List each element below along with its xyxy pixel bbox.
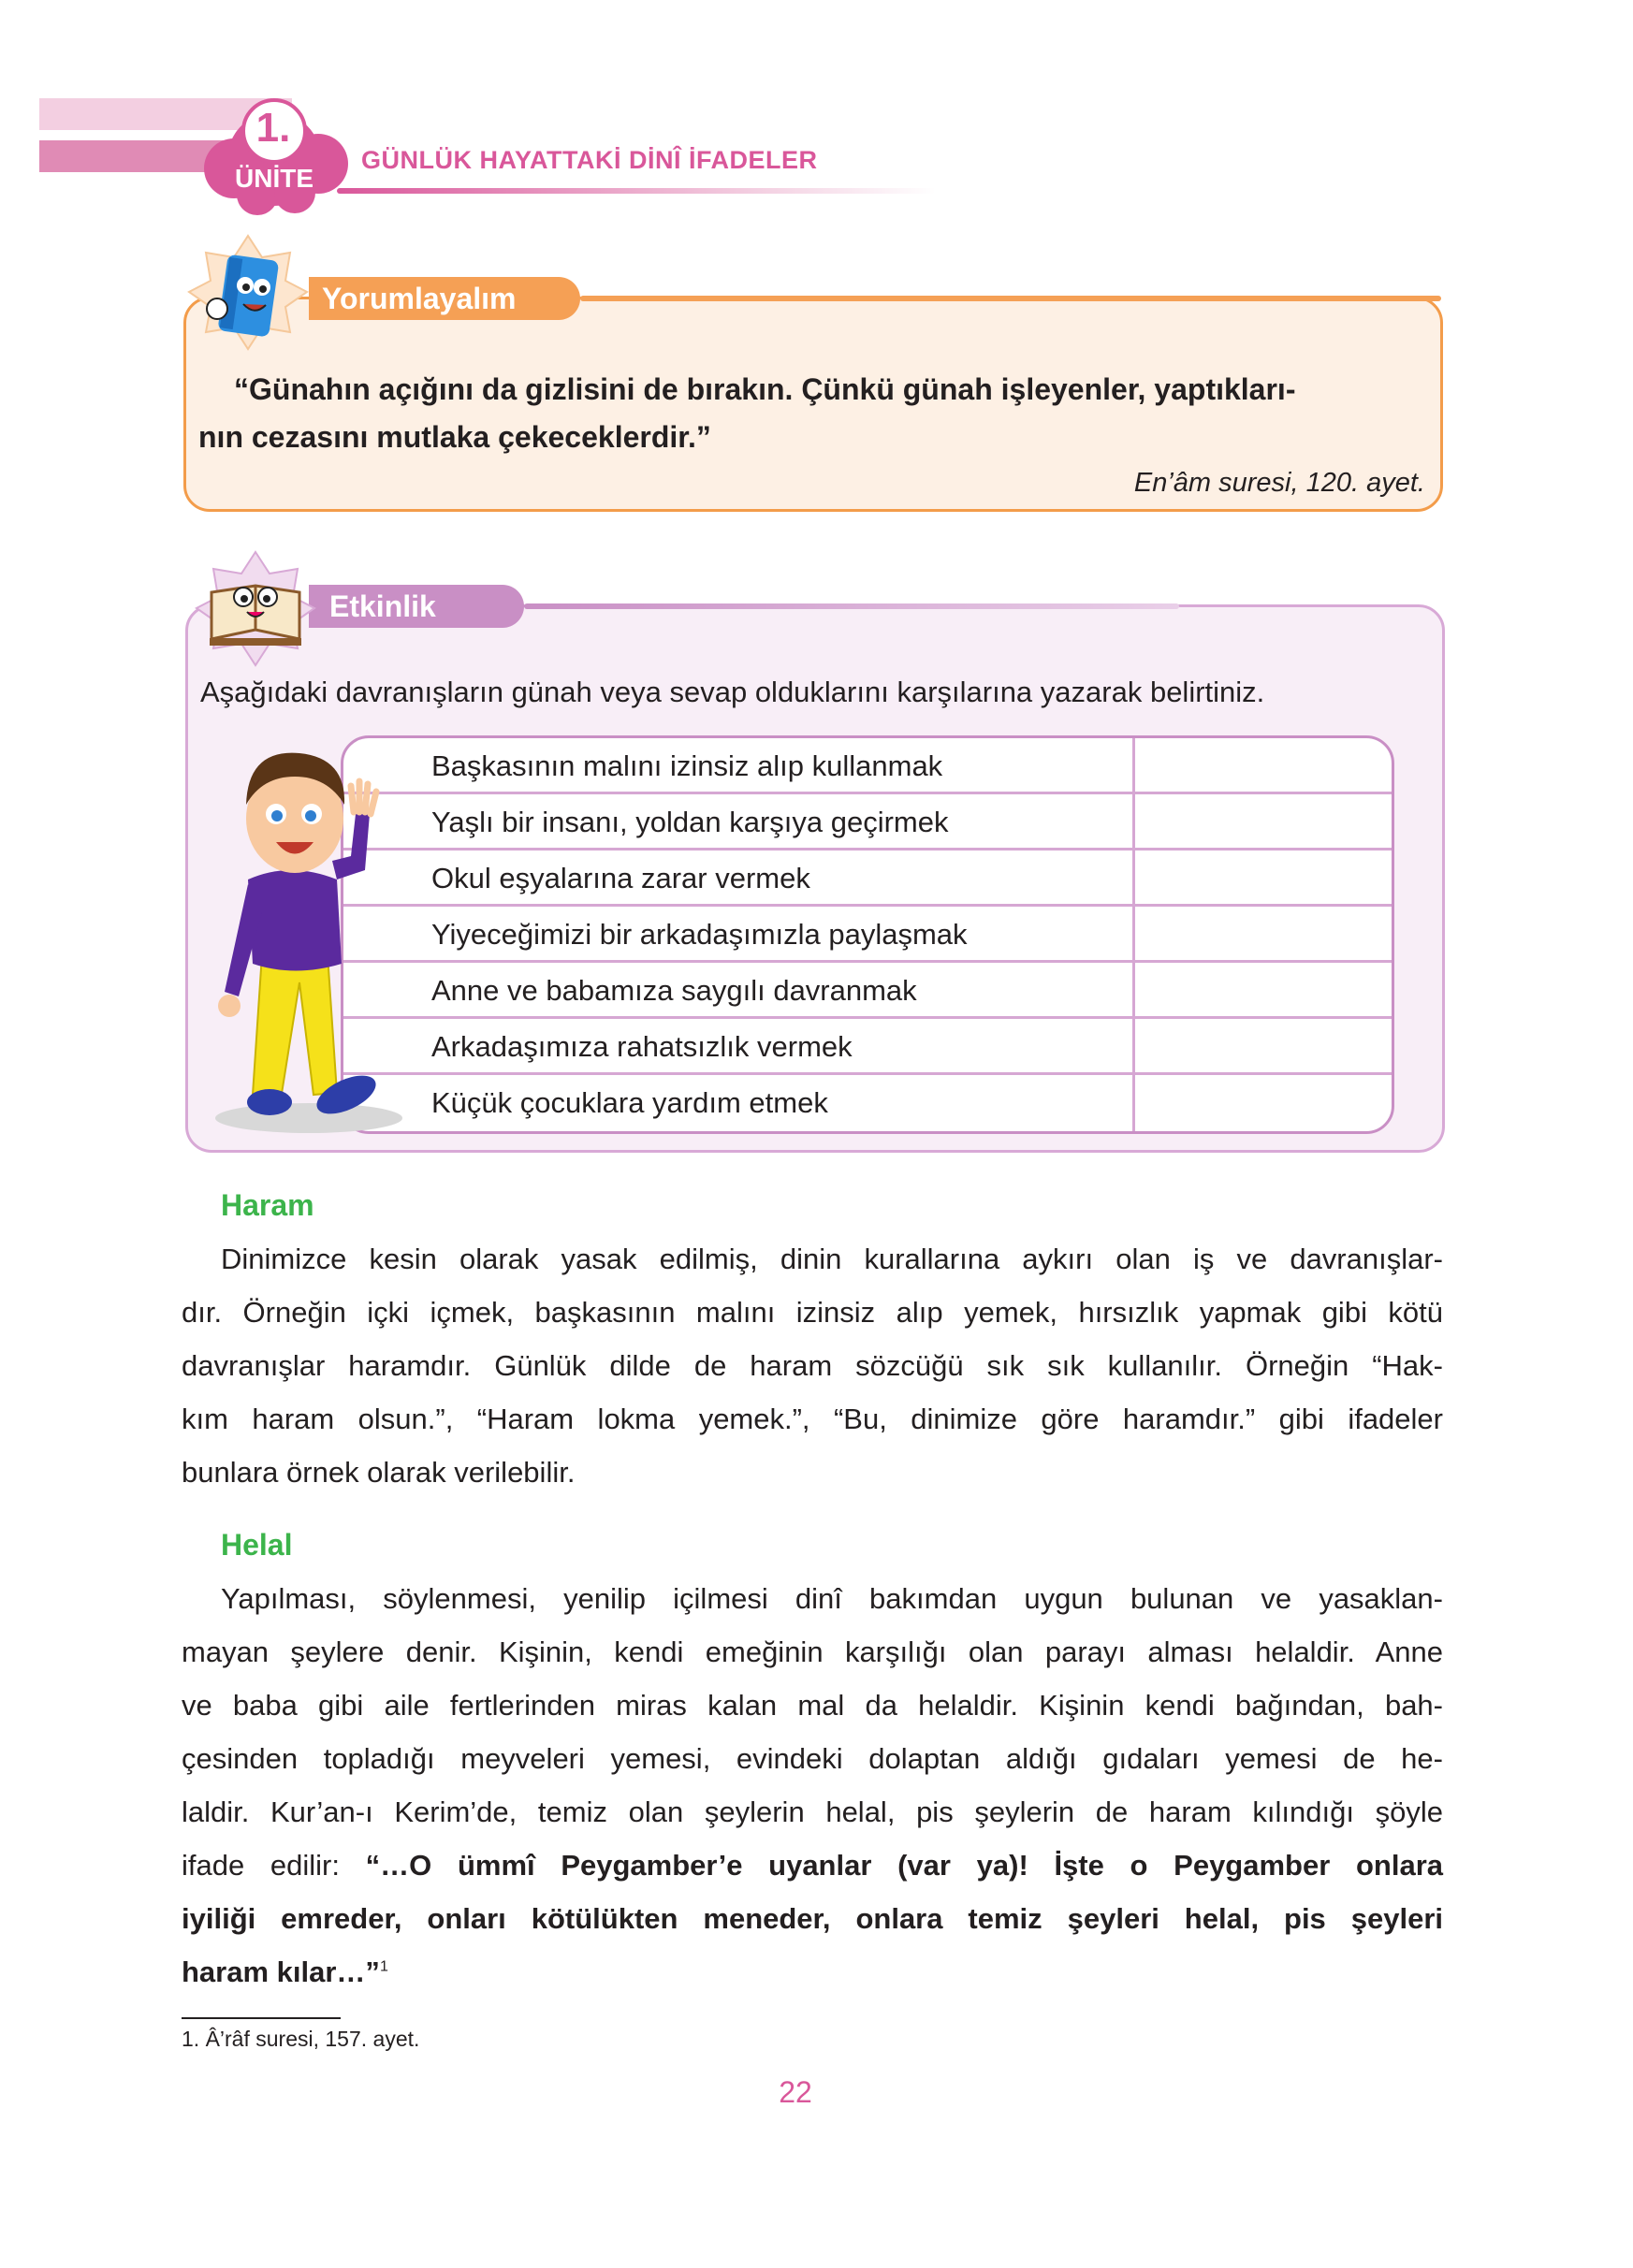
helal-line: ve baba gibi aile fertlerinden miras kalan mal da helaldir. Kişinin kendi bağından, bah- xyxy=(182,1689,1443,1722)
answer-cell[interactable] xyxy=(1132,907,1394,960)
behavior-table xyxy=(341,735,1394,1134)
table-row xyxy=(343,1019,1392,1075)
haram-line: kım haram olsun.”, “Haram lokma yemek.”, “Bu, dinimize göre haramdır.” gibi ifadeler xyxy=(182,1403,1443,1435)
table-row xyxy=(343,738,1392,794)
page-number: 22 xyxy=(779,2075,812,2109)
answer-cell[interactable] xyxy=(1132,1075,1394,1131)
helal-line xyxy=(182,1955,1443,1989)
helal-heading: Helal xyxy=(221,1528,293,1562)
behavior-label: Anne ve babamıza saygılı davranmak xyxy=(431,974,917,1007)
quote-line-2: nın cezasını mutlaka çekeceklerdir.” xyxy=(198,420,711,454)
helal-line: mayan şeylere denir. Kişinin, kendi emeğinin karşılığı olan parayı alması helaldir. Anne xyxy=(182,1636,1443,1668)
behavior-label: Okul eşyalarına zarar vermek xyxy=(431,862,810,894)
haram-line: dır. Örneğin içki içmek, başkasının malını izinsiz alıp yemek, hırsızlık yapmak gibi kötü xyxy=(182,1296,1443,1329)
quote-line-1: “Günahın açığını da gizlisini de bırakın. Çünkü günah işleyenler, yaptıkları- xyxy=(234,372,1296,406)
helal-line xyxy=(182,1902,1443,1936)
ayah-quote: “…O ümmî Peygamber’e uyanlar (var ya)! İşte o Peygamber onlara xyxy=(365,1849,1443,1882)
behavior-label: Yaşlı bir insanı, yoldan karşıya geçirmek xyxy=(431,806,949,838)
table-row xyxy=(343,850,1392,907)
footnote-ref: 1 xyxy=(379,1958,388,1975)
table-row xyxy=(343,963,1392,1019)
haram-line: davranışlar haramdır. Günlük dilde de haram sözcüğü sık sık kullanılır. Örneğin “Hak- xyxy=(182,1349,1443,1382)
etkinlik-rule xyxy=(524,603,1179,609)
answer-cell[interactable] xyxy=(1132,1019,1394,1072)
unit-label: ÜNİTE xyxy=(235,164,313,193)
unit-number: 1. xyxy=(255,105,291,151)
table-row xyxy=(343,1075,1392,1131)
helal-text: ifade edilir: xyxy=(182,1849,366,1882)
helal-line: çesinden topladığı meyveleri yemesi, evindeki dolaptan aldığı gıdaları yemesi de he- xyxy=(182,1742,1443,1775)
answer-cell[interactable] xyxy=(1132,850,1394,904)
haram-heading: Haram xyxy=(221,1188,314,1222)
behavior-label: Arkadaşımıza rahatsızlık vermek xyxy=(431,1030,853,1063)
table-row xyxy=(343,907,1392,963)
activity-instruction: Aşağıdaki davranışların günah veya sevap olduklarını karşılarına yazarak belirtiniz. xyxy=(200,676,1265,708)
haram-line: bunlara örnek olarak verilebilir. xyxy=(182,1456,576,1489)
behavior-label: Yiyeceğimizi bir arkadaşımızla paylaşmak xyxy=(431,918,968,951)
footnote-rule xyxy=(182,2017,341,2019)
unit-title: GÜNLÜK HAYATTAKİ DİNÎ İFADELER xyxy=(361,146,818,174)
footnote: 1. Â’râf suresi, 157. ayet. xyxy=(182,2027,420,2051)
helal-line: laldir. Kur’an-ı Kerim’de, temiz olan şeylerin helal, pis şeylerin de haram kılındığı şöyle xyxy=(182,1796,1443,1828)
haram-line: Dinimizce kesin olarak yasak edilmiş, dinin kurallarına aykırı olan iş ve davranışlar- xyxy=(221,1243,1443,1275)
answer-cell[interactable] xyxy=(1132,794,1394,848)
yorumlayalim-label: Yorumlayalım xyxy=(309,277,580,320)
open-book-mascot-icon xyxy=(195,550,316,667)
boy-illustration xyxy=(206,739,430,1141)
behavior-label: Küçük çocuklara yardım etmek xyxy=(431,1086,828,1119)
helal-line: Yapılması, söylenmesi, yenilip içilmesi dinî bakımdan uygun bulunan ve yasaklan- xyxy=(221,1582,1443,1615)
behavior-label: Başkasının malını izinsiz alıp kullanmak xyxy=(431,749,943,782)
ayah-quote: iyiliği emreder, onları kötülükten meneder, onlara temiz şeyleri helal, pis şeyleri xyxy=(182,1902,1443,1935)
book-mascot-icon xyxy=(187,234,309,351)
ayah-quote: haram kılar…” xyxy=(182,1955,380,1988)
helal-line xyxy=(182,1849,1443,1883)
yorumlayalim-rule xyxy=(580,296,1441,301)
quote-citation: En’âm suresi, 120. ayet. xyxy=(1133,468,1425,498)
unit-underline xyxy=(337,188,936,194)
table-row xyxy=(343,794,1392,850)
answer-cell[interactable] xyxy=(1132,963,1394,1016)
answer-cell[interactable] xyxy=(1132,738,1394,792)
etkinlik-label: Etkinlik xyxy=(309,585,524,628)
